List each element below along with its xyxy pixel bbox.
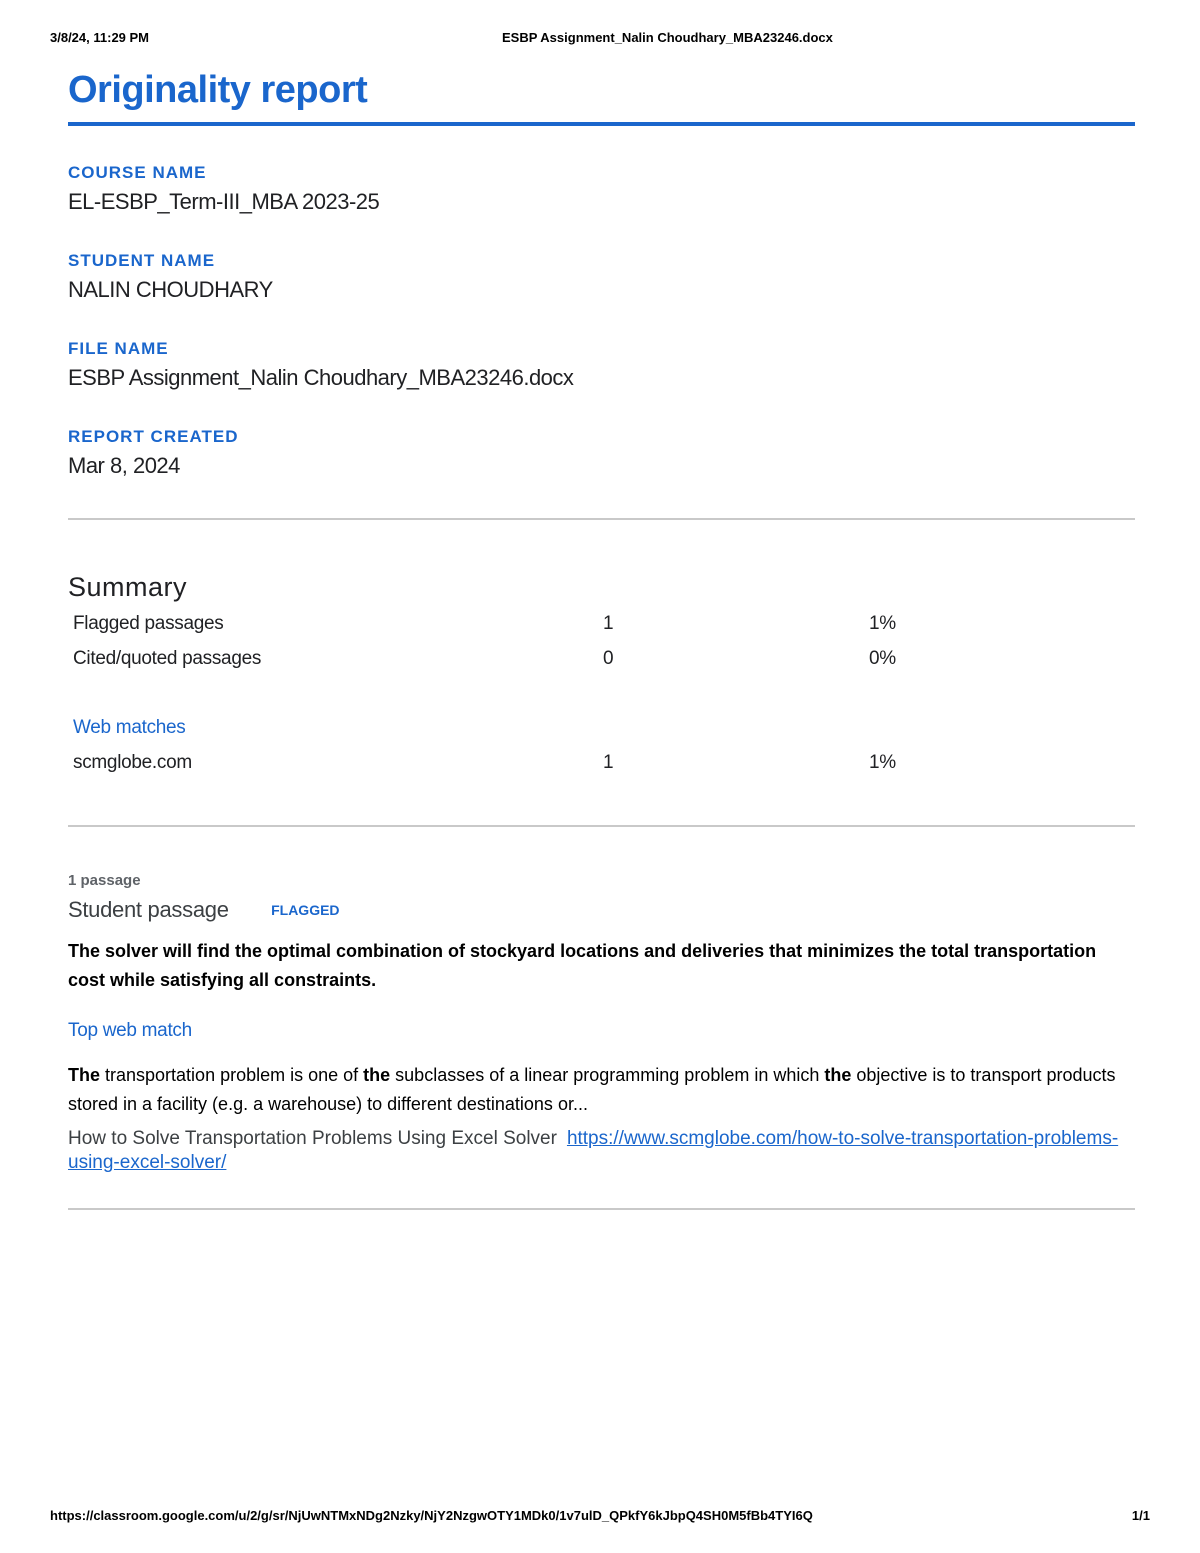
print-datetime: 3/8/24, 11:29 PM <box>50 30 150 45</box>
print-header <box>50 30 1150 50</box>
match-text-segment: transportation problem is one of <box>100 1065 364 1085</box>
web-match-count: 1 <box>603 752 614 773</box>
print-url: https://classroom.google.com/u/2/g/sr/NjUwNTMxNDg2Nzky/NjY2NzgwOTY1MDk0/1v7ulD_QPkfY6kJbpQ4SH0M5fBb4TYI6Q <box>50 1508 813 1523</box>
print-document-title: ESBP Assignment_Nalin Choudhary_MBA23246.docx <box>502 30 833 45</box>
passage-count: 1 passage <box>68 872 141 889</box>
print-footer <box>50 1508 1150 1528</box>
summary-row-count: 0 <box>603 648 614 669</box>
page-number: 1/1 <box>1131 1508 1150 1523</box>
top-web-match-text <box>68 1061 1133 1119</box>
summary-row-percent: 0% <box>869 648 896 669</box>
course-name-value: EL-ESBP_Term-III_MBA 2023-25 <box>68 189 380 214</box>
report-created-block <box>68 426 1135 480</box>
match-highlight: the <box>363 1065 391 1085</box>
student-name-block <box>68 250 1135 304</box>
summary-row-label: Flagged passages <box>73 613 224 634</box>
web-match-domain: scmglobe.com <box>73 752 192 773</box>
match-highlight: The <box>68 1065 101 1085</box>
match-highlight: the <box>824 1065 852 1085</box>
report-content <box>68 66 1135 1210</box>
summary-heading: Summary <box>68 572 188 602</box>
section-divider <box>68 1208 1135 1210</box>
top-web-match-heading: Top web match <box>68 1020 192 1041</box>
web-match-percent: 1% <box>869 752 896 773</box>
web-match-row <box>68 745 1135 780</box>
student-passage-text: The solver will find the optimal combination of stockyard locations and deliveries that minimizes the total transportation cost while satisfying all constraints. <box>68 941 1097 990</box>
student-passage-label: Student passage <box>68 897 229 922</box>
report-created-label: REPORT CREATED <box>68 427 239 446</box>
section-divider <box>68 518 1135 520</box>
summary-row-flagged <box>68 606 1135 641</box>
match-text-segment: subclasses of a linear programming problem in which <box>390 1065 825 1085</box>
web-matches-heading: Web matches <box>73 717 186 738</box>
course-name-block <box>68 162 1135 216</box>
file-name-block <box>68 338 1135 392</box>
student-name-label: STUDENT NAME <box>68 251 216 270</box>
page-title: Originality report <box>68 69 368 111</box>
flagged-badge: FLAGGED <box>271 902 340 918</box>
summary-row-cited <box>68 641 1135 676</box>
title-underline <box>68 122 1135 126</box>
source-title: How to Solve Transportation Problems Using Excel Solver <box>68 1128 557 1149</box>
file-name-value: ESBP Assignment_Nalin Choudhary_MBA23246.docx <box>68 365 574 390</box>
summary-table <box>68 606 1135 676</box>
file-name-label: FILE NAME <box>68 339 169 358</box>
source-link[interactable]: https://www.scmglobe.com/how-to-solve-transportation-problems-using-excel-solver/ <box>68 1128 1119 1173</box>
passage-header <box>68 895 1135 925</box>
summary-row-count: 1 <box>603 613 614 634</box>
course-name-label: COURSE NAME <box>68 163 207 182</box>
section-divider <box>68 825 1135 827</box>
student-name-value: NALIN CHOUDHARY <box>68 277 273 302</box>
match-text-segment: objective is to transport products stored in a facility (e.g. a warehouse) to different destinations or... <box>68 1065 1116 1114</box>
summary-row-percent: 1% <box>869 613 896 634</box>
report-created-value: Mar 8, 2024 <box>68 453 180 478</box>
match-source <box>68 1127 1135 1175</box>
summary-row-label: Cited/quoted passages <box>73 648 262 669</box>
